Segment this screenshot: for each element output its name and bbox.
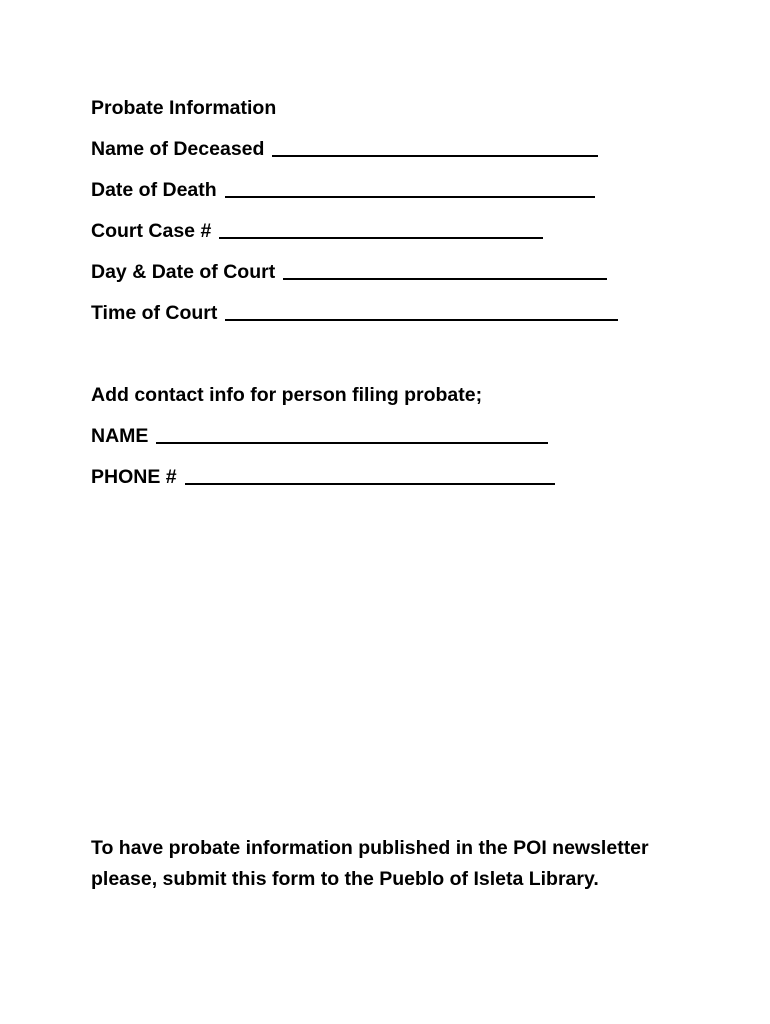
submission-instructions bbox=[91, 833, 711, 895]
contact-heading bbox=[91, 383, 482, 407]
contact-heading-text: Add contact info for person filing probate; bbox=[91, 384, 483, 406]
field-label: Day & Date of Court bbox=[91, 261, 276, 283]
field-label: Name of Deceased bbox=[91, 138, 265, 160]
field-label: NAME bbox=[91, 425, 149, 447]
field-name-of-deceased bbox=[91, 137, 598, 161]
time-of-court-blank[interactable] bbox=[225, 318, 618, 321]
field-court-case bbox=[91, 219, 543, 243]
field-label: Time of Court bbox=[91, 302, 218, 324]
form-title bbox=[91, 96, 276, 120]
field-label: PHONE # bbox=[91, 466, 177, 488]
field-contact-name bbox=[91, 424, 548, 448]
court-case-blank[interactable] bbox=[219, 236, 543, 239]
contact-name-blank[interactable] bbox=[156, 441, 548, 444]
field-day-date-of-court bbox=[91, 260, 607, 284]
form-title-text: Probate Information bbox=[91, 97, 277, 119]
day-date-of-court-blank[interactable] bbox=[283, 277, 607, 280]
instructions-line-2: please, submit this form to the Pueblo of Isleta Library. bbox=[91, 868, 599, 890]
contact-phone-blank[interactable] bbox=[185, 482, 555, 485]
field-label: Date of Death bbox=[91, 179, 217, 201]
instructions-line-1: To have probate information published in the POI newsletter bbox=[91, 837, 649, 859]
name-of-deceased-blank[interactable] bbox=[272, 154, 598, 157]
date-of-death-blank[interactable] bbox=[225, 195, 595, 198]
field-contact-phone bbox=[91, 465, 555, 489]
field-label: Court Case # bbox=[91, 220, 212, 242]
field-time-of-court bbox=[91, 301, 618, 325]
field-date-of-death bbox=[91, 178, 595, 202]
